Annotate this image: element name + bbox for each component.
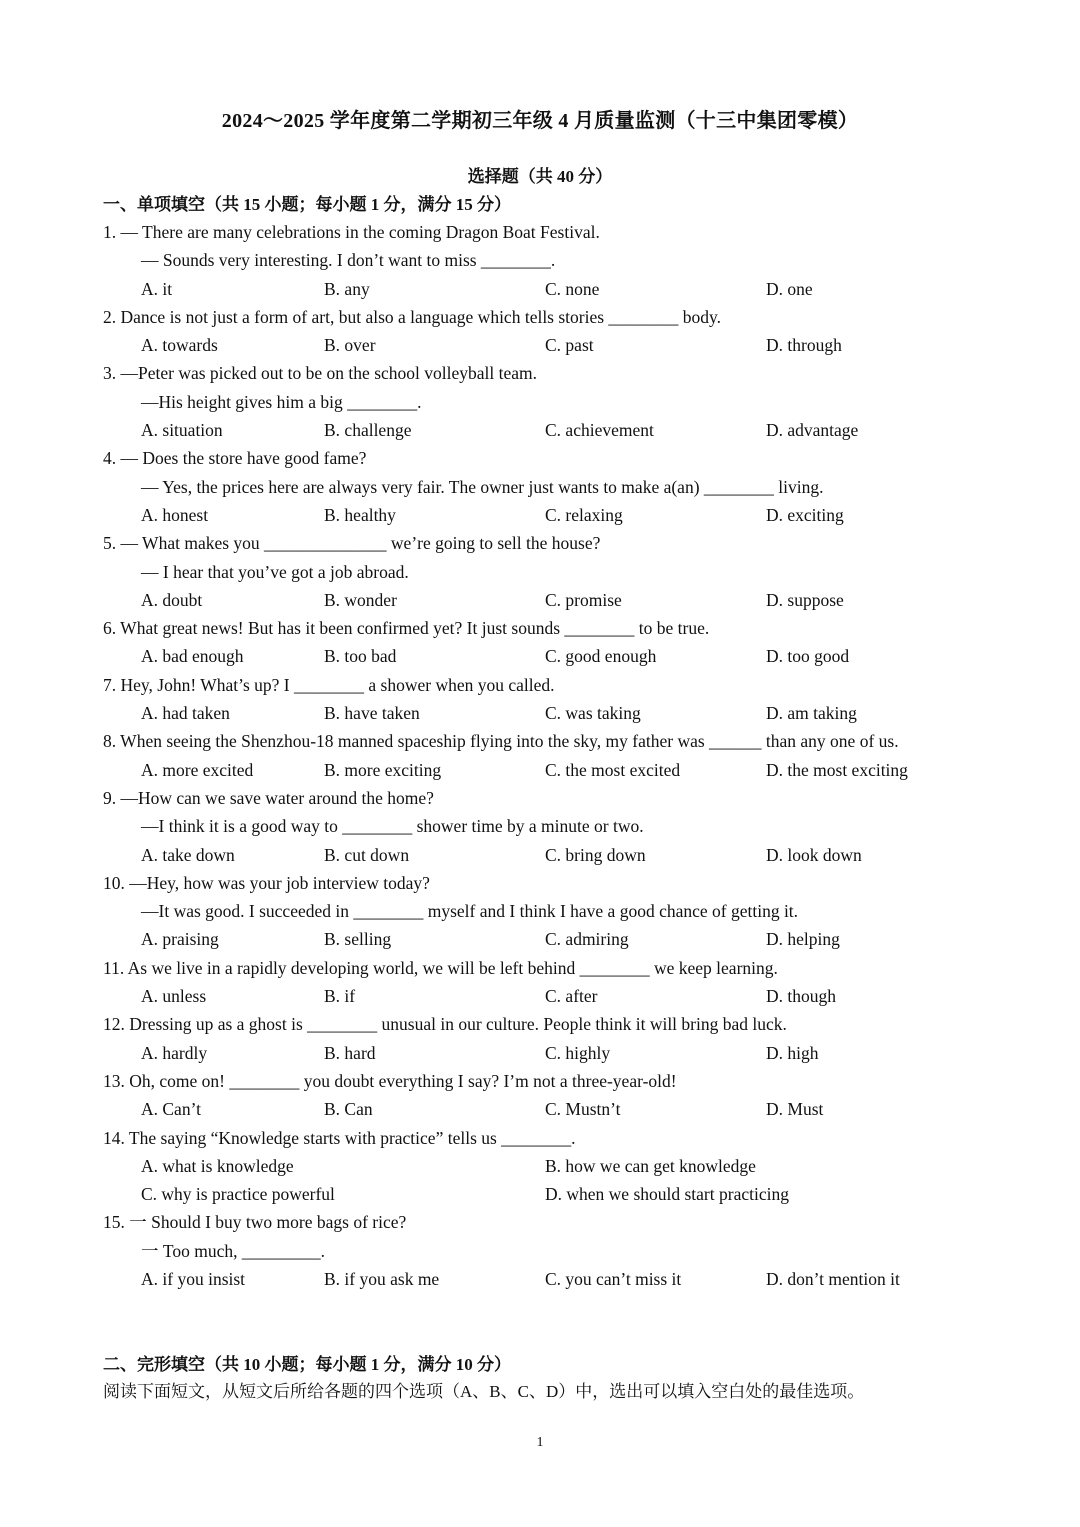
answer-option: A. unless — [141, 986, 207, 1007]
answer-option: A. what is knowledge — [141, 1155, 294, 1176]
answer-option: C. Mustn’t — [545, 1099, 621, 1120]
answer-option: C. none — [545, 278, 600, 299]
answer-option: C. bring down — [545, 844, 646, 865]
answer-option: B. cut down — [324, 844, 410, 865]
question-reply: —His height gives him a big ________. — [141, 391, 422, 412]
options-row — [0, 586, 1080, 614]
answer-option: D. look down — [766, 844, 862, 865]
part1-title: 一、单项填空（共 15 小题；每小题 1 分，满分 15 分） — [103, 195, 511, 214]
answer-option: C. why is practice powerful — [141, 1184, 335, 1205]
question-item — [0, 1208, 1080, 1293]
question-stem: 13. Oh, come on! ________ you doubt everything I say? I’m not a three-year-old! — [103, 1070, 677, 1091]
options-row — [0, 1265, 1080, 1293]
answer-option: A. more excited — [141, 759, 254, 780]
part2-intro: 阅读下面短文，从短文后所给各题的四个选项（A、B、C、D）中，选出可以填入空白处的最佳选项。 — [103, 1382, 865, 1401]
answer-option: B. how we can get knowledge — [545, 1155, 756, 1176]
answer-option: C. after — [545, 986, 598, 1007]
question-item — [0, 1124, 1080, 1209]
options-row — [0, 416, 1080, 444]
options-row — [0, 501, 1080, 529]
answer-option: A. had taken — [141, 703, 230, 724]
question-stem: 7. Hey, John! What’s up? I ________ a shower when you called. — [103, 674, 555, 695]
question-item — [0, 444, 1080, 529]
answer-option: A. hardly — [141, 1042, 208, 1063]
answer-option: C. promise — [545, 589, 622, 610]
answer-option: D. through — [766, 335, 842, 356]
options-row — [0, 982, 1080, 1010]
answer-option: B. healthy — [324, 504, 396, 525]
part2-title: 二、完形填空（共 10 小题；每小题 1 分，满分 10 分） — [103, 1355, 511, 1374]
answer-option: D. don’t mention it — [766, 1268, 900, 1289]
question-reply: — Yes, the prices here are always very fair. The owner just wants to make a(an) ________ living. — [141, 476, 824, 497]
question-stem: 2. Dance is not just a form of art, but also a language which tells stories ________ body. — [103, 306, 722, 327]
answer-option: A. praising — [141, 929, 219, 950]
answer-option: C. highly — [545, 1042, 611, 1063]
question-stem: 10. —Hey, how was your job interview today? — [103, 872, 430, 893]
answer-option: C. you can’t miss it — [545, 1268, 682, 1289]
answer-option: B. more exciting — [324, 759, 442, 780]
question-stem: 6. What great news! But has it been confirmed yet? It just sounds ________ to be true. — [103, 618, 710, 639]
options-row — [0, 841, 1080, 869]
options-row — [0, 275, 1080, 303]
question-stem: 11. As we live in a rapidly developing world, we will be left behind ________ we keep learning. — [103, 957, 778, 978]
question-list — [0, 218, 1080, 1293]
question-stem: 15. 一 Should I buy two more bags of rice? — [103, 1212, 407, 1233]
answer-option: A. towards — [141, 335, 218, 356]
answer-option: B. Can — [324, 1099, 373, 1120]
question-reply: — I hear that you’ve got a job abroad. — [141, 561, 409, 582]
answer-option: B. over — [324, 335, 376, 356]
question-item — [0, 954, 1080, 1011]
question-stem: 3. —Peter was picked out to be on the school volleyball team. — [103, 363, 537, 384]
question-stem: 12. Dressing up as a ghost is ________ unusual in our culture. People think it will bring bad luck. — [103, 1014, 787, 1035]
section-title: 选择题（共 40 分） — [467, 167, 613, 186]
answer-option: D. high — [766, 1042, 819, 1063]
question-stem: 1. — There are many celebrations in the coming Dragon Boat Festival. — [103, 222, 600, 242]
options-row — [0, 925, 1080, 953]
answer-option: D. suppose — [766, 589, 844, 610]
question-item — [0, 359, 1080, 444]
options-row — [0, 1095, 1080, 1123]
question-stem: 4. — Does the store have good fame? — [103, 448, 367, 469]
exam-title: 2024～2025 学年度第二学期初三年级 4 月质量监测（十三中集团零模） — [221, 110, 859, 132]
question-item — [0, 869, 1080, 954]
answer-option: C. relaxing — [545, 504, 623, 525]
answer-option: D. am taking — [766, 703, 857, 724]
question-reply: — Sounds very interesting. I don’t want to miss ________. — [141, 250, 556, 271]
options-row — [0, 699, 1080, 727]
answer-option: D. helping — [766, 929, 840, 950]
options-row — [0, 642, 1080, 670]
options-row — [0, 331, 1080, 359]
question-item — [0, 671, 1080, 728]
answer-option: A. it — [141, 278, 173, 299]
answer-option: A. take down — [141, 844, 235, 865]
question-item — [0, 1067, 1080, 1124]
answer-option: A. honest — [141, 504, 209, 525]
options-row — [0, 1039, 1080, 1067]
answer-option: A. bad enough — [141, 646, 244, 667]
answer-option: B. too bad — [324, 646, 397, 667]
answer-option: C. achievement — [545, 420, 654, 441]
answer-option: A. if you insist — [141, 1268, 246, 1289]
question-item — [0, 1010, 1080, 1067]
answer-option: A. doubt — [141, 589, 203, 610]
question-item — [0, 614, 1080, 671]
question-item — [0, 727, 1080, 784]
answer-option: D. Must — [766, 1099, 824, 1120]
question-stem: 8. When seeing the Shenzhou-18 manned spaceship flying into the sky, my father was ______ than any one of us. — [103, 731, 899, 752]
options-row — [0, 1152, 1080, 1180]
question-stem: 9. —How can we save water around the home? — [103, 787, 434, 808]
question-stem: 5. — What makes you ______________ we’re going to sell the house? — [103, 533, 601, 554]
answer-option: C. was taking — [545, 703, 641, 724]
answer-option: B. any — [324, 278, 370, 299]
page-number: 1 — [536, 1435, 544, 1450]
question-reply: 一 Too much, _________. — [141, 1240, 325, 1261]
answer-option: B. if you ask me — [324, 1268, 440, 1289]
answer-option: C. the most excited — [545, 759, 681, 780]
answer-option: D. when we should start practicing — [545, 1184, 789, 1205]
question-reply: —I think it is a good way to ________ shower time by a minute or two. — [141, 816, 644, 837]
question-reply: —It was good. I succeeded in ________ myself and I think I have a good chance of getting it. — [141, 901, 799, 922]
question-item — [0, 218, 1080, 303]
answer-option: B. challenge — [324, 420, 412, 441]
answer-option: C. past — [545, 335, 594, 356]
question-item — [0, 784, 1080, 869]
answer-option: D. though — [766, 986, 836, 1007]
answer-option: B. hard — [324, 1042, 376, 1063]
answer-option: D. too good — [766, 646, 850, 667]
answer-option: A. situation — [141, 420, 223, 441]
options-row — [0, 1180, 1080, 1208]
answer-option: C. admiring — [545, 929, 629, 950]
question-item — [0, 529, 1080, 614]
answer-option: D. one — [766, 278, 813, 299]
question-item — [0, 303, 1080, 360]
answer-option: D. exciting — [766, 504, 844, 525]
answer-option: A. Can’t — [141, 1099, 201, 1120]
question-stem: 14. The saying “Knowledge starts with practice” tells us ________. — [103, 1127, 576, 1148]
answer-option: D. advantage — [766, 420, 859, 441]
answer-option: B. have taken — [324, 703, 420, 724]
answer-option: B. selling — [324, 929, 392, 950]
options-row — [0, 756, 1080, 784]
answer-option: B. wonder — [324, 589, 397, 610]
answer-option: D. the most exciting — [766, 759, 908, 780]
answer-option: C. good enough — [545, 646, 657, 667]
answer-option: B. if — [324, 986, 356, 1007]
